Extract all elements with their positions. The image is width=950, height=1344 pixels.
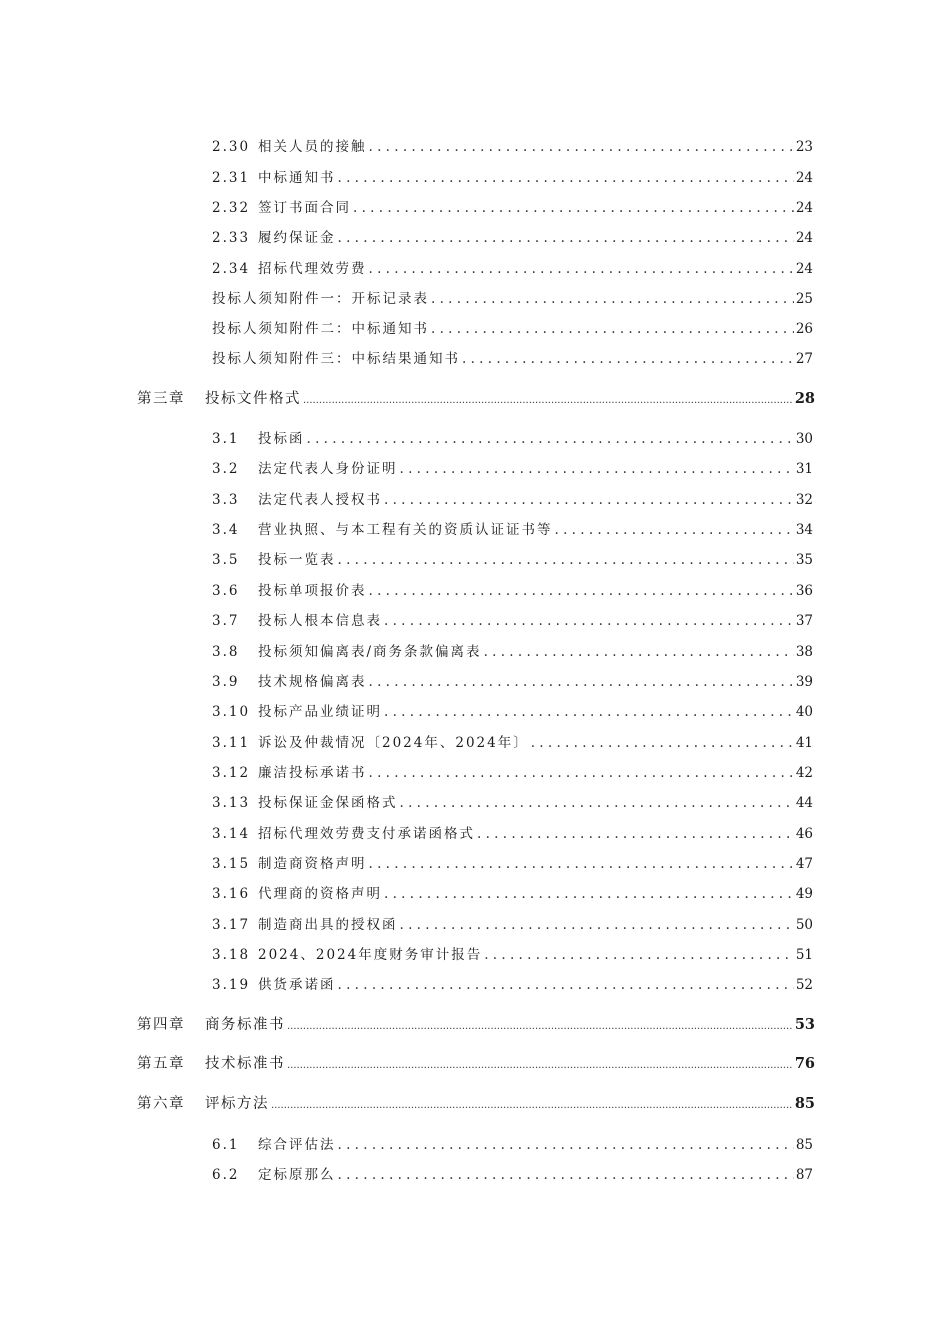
toc-entry[interactable] <box>212 135 813 155</box>
toc-entry-title: 技术标准书 <box>205 1056 285 1072</box>
toc-leader-dots <box>400 795 794 811</box>
toc-entry-title: 供货承诺函 <box>258 977 336 993</box>
toc-entry-title: 招标代理效劳费 <box>258 261 367 277</box>
toc-entry-page-number: 85 <box>794 1095 815 1112</box>
toc-entry-page-number: 27 <box>795 351 813 367</box>
toc-entry[interactable] <box>212 913 813 933</box>
toc-entry-number: 3.3 <box>212 492 240 508</box>
toc-entry-number: 第六章 <box>137 1096 185 1112</box>
toc-entry[interactable] <box>212 761 813 781</box>
toc-entry[interactable] <box>212 791 813 811</box>
toc-entry-title: 综合评估法 <box>258 1137 336 1153</box>
toc-entry-page-number: 87 <box>795 1167 813 1183</box>
toc-entry-number: 2.31 <box>212 170 251 186</box>
toc-entry[interactable] <box>212 518 813 538</box>
toc-entry-title: 营业执照、与本工程有关的资质认证证书等 <box>258 522 553 538</box>
toc-entry-page-number: 38 <box>795 644 813 660</box>
toc-entry-page-number: 34 <box>795 522 813 538</box>
toc-entry-page-number: 25 <box>795 291 813 307</box>
toc-entry-title: 投标文件格式 <box>205 391 301 407</box>
toc-chapter-entry[interactable] <box>137 1092 815 1113</box>
toc-leader-dots <box>477 826 794 842</box>
toc-entry-title: 投标人须知附件三：中标结果通知书 <box>212 351 460 367</box>
toc-entry-number: 3.4 <box>212 522 240 538</box>
toc-entry-title: 投标一览表 <box>258 552 336 568</box>
toc-entry[interactable] <box>212 347 813 367</box>
toc-leader-dots <box>484 947 794 963</box>
toc-entry-page-number: 49 <box>795 886 813 902</box>
toc-entry[interactable] <box>212 609 813 629</box>
toc-entry-number: 3.16 <box>212 886 251 902</box>
toc-entry-page-number: 41 <box>795 735 813 751</box>
toc-chapter-entry[interactable] <box>137 387 815 408</box>
toc-entry-title: 签订书面合同 <box>258 200 351 216</box>
toc-entry-title: 投标保证金保函格式 <box>258 795 398 811</box>
toc-leader-dots <box>287 1017 793 1033</box>
toc-entry-page-number: 51 <box>795 947 813 963</box>
toc-entry-page-number: 23 <box>795 139 813 155</box>
toc-leader-dots <box>384 492 794 508</box>
toc-entry-number: 3.15 <box>212 856 251 872</box>
toc-leader-dots <box>531 735 794 751</box>
toc-entry-page-number: 30 <box>795 431 813 447</box>
toc-entry-page-number: 24 <box>795 200 813 216</box>
toc-entry-title: 廉洁投标承诺书 <box>258 765 367 781</box>
toc-leader-dots <box>338 170 794 186</box>
toc-entry-number: 3.9 <box>212 674 240 690</box>
toc-entry-title: 2024、2024年度财务审计报告 <box>258 947 483 963</box>
toc-leader-dots <box>369 139 794 155</box>
toc-entry-page-number: 39 <box>795 674 813 690</box>
toc-leader-dots <box>271 1096 793 1112</box>
toc-entry-title: 法定代表人授权书 <box>258 492 382 508</box>
toc-entry-title: 制造商出具的授权函 <box>258 917 398 933</box>
toc-entry-number: 2.30 <box>212 139 251 155</box>
toc-leader-dots <box>369 765 794 781</box>
toc-entry[interactable] <box>212 166 813 186</box>
toc-entry-page-number: 47 <box>795 856 813 872</box>
toc-leader-dots <box>338 552 794 568</box>
toc-entry-title: 投标函 <box>258 431 305 447</box>
toc-entry-page-number: 26 <box>795 321 813 337</box>
toc-entry-page-number: 31 <box>795 461 813 477</box>
toc-entry[interactable] <box>212 427 813 447</box>
toc-entry-title: 评标方法 <box>205 1096 269 1112</box>
toc-entry-title: 投标单项报价表 <box>258 583 367 599</box>
toc-entry[interactable] <box>212 226 813 246</box>
toc-leader-dots <box>287 1056 793 1072</box>
toc-leader-dots <box>400 461 794 477</box>
toc-entry-page-number: 24 <box>795 170 813 186</box>
toc-entry-title: 投标须知偏离表/商务条款偏离表 <box>258 644 482 660</box>
toc-entry[interactable] <box>212 670 813 690</box>
toc-entry-title: 相关人员的接触 <box>258 139 367 155</box>
toc-entry[interactable] <box>212 196 813 216</box>
toc-leader-dots <box>384 886 794 902</box>
toc-entry-number: 2.32 <box>212 200 251 216</box>
toc-entry-number: 3.8 <box>212 644 240 660</box>
toc-leader-dots <box>369 856 794 872</box>
toc-entry[interactable] <box>212 317 813 337</box>
toc-entry-page-number: 53 <box>794 1016 815 1033</box>
toc-entry-number: 3.1 <box>212 431 240 447</box>
toc-entry-title: 法定代表人身份证明 <box>258 461 398 477</box>
toc-entry-number: 3.19 <box>212 977 251 993</box>
toc-entry-page-number: 85 <box>795 1137 813 1153</box>
toc-leader-dots <box>431 321 794 337</box>
toc-entry-title: 履约保证金 <box>258 230 336 246</box>
toc-entry-number: 3.10 <box>212 704 251 720</box>
toc-entry-number: 第五章 <box>137 1056 185 1072</box>
toc-entry-title: 中标通知书 <box>258 170 336 186</box>
toc-entry-page-number: 46 <box>795 826 813 842</box>
toc-entry-title: 诉讼及仲裁情况〔2024年、2024年〕 <box>258 735 529 751</box>
toc-entry-number: 第四章 <box>137 1017 185 1033</box>
toc-chapter-entry[interactable] <box>137 1052 815 1073</box>
toc-entry[interactable] <box>212 257 813 277</box>
toc-entry-title: 投标人须知附件二：中标通知书 <box>212 321 429 337</box>
toc-entry-number: 3.17 <box>212 917 251 933</box>
toc-leader-dots <box>338 1137 794 1153</box>
toc-entry[interactable] <box>212 973 813 993</box>
toc-entry[interactable] <box>212 640 813 660</box>
toc-entry[interactable] <box>212 579 813 599</box>
toc-entry-page-number: 37 <box>795 613 813 629</box>
toc-entry[interactable] <box>212 822 813 842</box>
toc-leader-dots <box>384 704 794 720</box>
toc-leader-dots <box>462 351 794 367</box>
toc-entry-number: 3.7 <box>212 613 240 629</box>
toc-entry-page-number: 42 <box>795 765 813 781</box>
toc-entry-number: 第三章 <box>137 391 185 407</box>
toc-leader-dots <box>369 261 794 277</box>
toc-leader-dots <box>400 917 794 933</box>
toc-chapter-entry[interactable] <box>137 1013 815 1034</box>
toc-entry-number: 3.18 <box>212 947 251 963</box>
toc-entry-title: 投标人须知附件一：开标记录表 <box>212 291 429 307</box>
toc-leader-dots <box>384 613 794 629</box>
toc-entry-number: 3.2 <box>212 461 240 477</box>
toc-leader-dots <box>431 291 794 307</box>
toc-entry[interactable] <box>212 488 813 508</box>
toc-leader-dots <box>369 674 794 690</box>
toc-entry[interactable] <box>212 943 813 963</box>
toc-entry[interactable] <box>212 287 813 307</box>
toc-entry[interactable] <box>212 852 813 872</box>
toc-entry-number: 3.5 <box>212 552 240 568</box>
toc-entry-page-number: 36 <box>795 583 813 599</box>
toc-entry[interactable] <box>212 1133 813 1153</box>
toc-entry-page-number: 35 <box>795 552 813 568</box>
toc-entry-number: 2.34 <box>212 261 251 277</box>
toc-leader-dots <box>338 1167 794 1183</box>
toc-leader-dots <box>369 583 794 599</box>
toc-entry-page-number: 76 <box>794 1055 815 1072</box>
toc-entry-number: 2.33 <box>212 230 251 246</box>
toc-entry-title: 制造商资格声明 <box>258 856 367 872</box>
toc-entry-page-number: 50 <box>795 917 813 933</box>
toc-entry-page-number: 44 <box>795 795 813 811</box>
toc-entry-title: 代理商的资格声明 <box>258 886 382 902</box>
toc-entry-title: 招标代理效劳费支付承诺函格式 <box>258 826 475 842</box>
toc-entry[interactable] <box>212 548 813 568</box>
toc-leader-dots <box>303 391 793 407</box>
toc-entry-title: 投标人根本信息表 <box>258 613 382 629</box>
toc-leader-dots <box>353 200 794 216</box>
toc-leader-dots <box>338 230 794 246</box>
toc-entry-number: 3.6 <box>212 583 240 599</box>
toc-entry-number: 6.1 <box>212 1137 240 1153</box>
toc-leader-dots <box>484 644 794 660</box>
toc-entry-page-number: 28 <box>794 390 815 407</box>
toc-entry[interactable] <box>212 457 813 477</box>
toc-entry-title: 商务标准书 <box>205 1017 285 1033</box>
toc-entry-title: 技术规格偏离表 <box>258 674 367 690</box>
toc-entry[interactable] <box>212 731 813 751</box>
toc-entry-title: 定标原那么 <box>258 1167 336 1183</box>
toc-entry-number: 3.14 <box>212 826 251 842</box>
toc-leader-dots <box>555 522 794 538</box>
toc-entry-page-number: 24 <box>795 230 813 246</box>
toc-entry-number: 3.12 <box>212 765 251 781</box>
toc-entry[interactable] <box>212 700 813 720</box>
toc-entry-number: 3.13 <box>212 795 251 811</box>
toc-entry-page-number: 32 <box>795 492 813 508</box>
toc-entry-page-number: 52 <box>795 977 813 993</box>
toc-entry-page-number: 40 <box>795 704 813 720</box>
toc-entry-title: 投标产品业绩证明 <box>258 704 382 720</box>
toc-entry[interactable] <box>212 882 813 902</box>
toc-entry-page-number: 24 <box>795 261 813 277</box>
toc-leader-dots <box>338 977 794 993</box>
toc-entry[interactable] <box>212 1163 813 1183</box>
toc-entry-number: 6.2 <box>212 1167 240 1183</box>
toc-leader-dots <box>307 431 794 447</box>
toc-entry-number: 3.11 <box>212 735 251 751</box>
